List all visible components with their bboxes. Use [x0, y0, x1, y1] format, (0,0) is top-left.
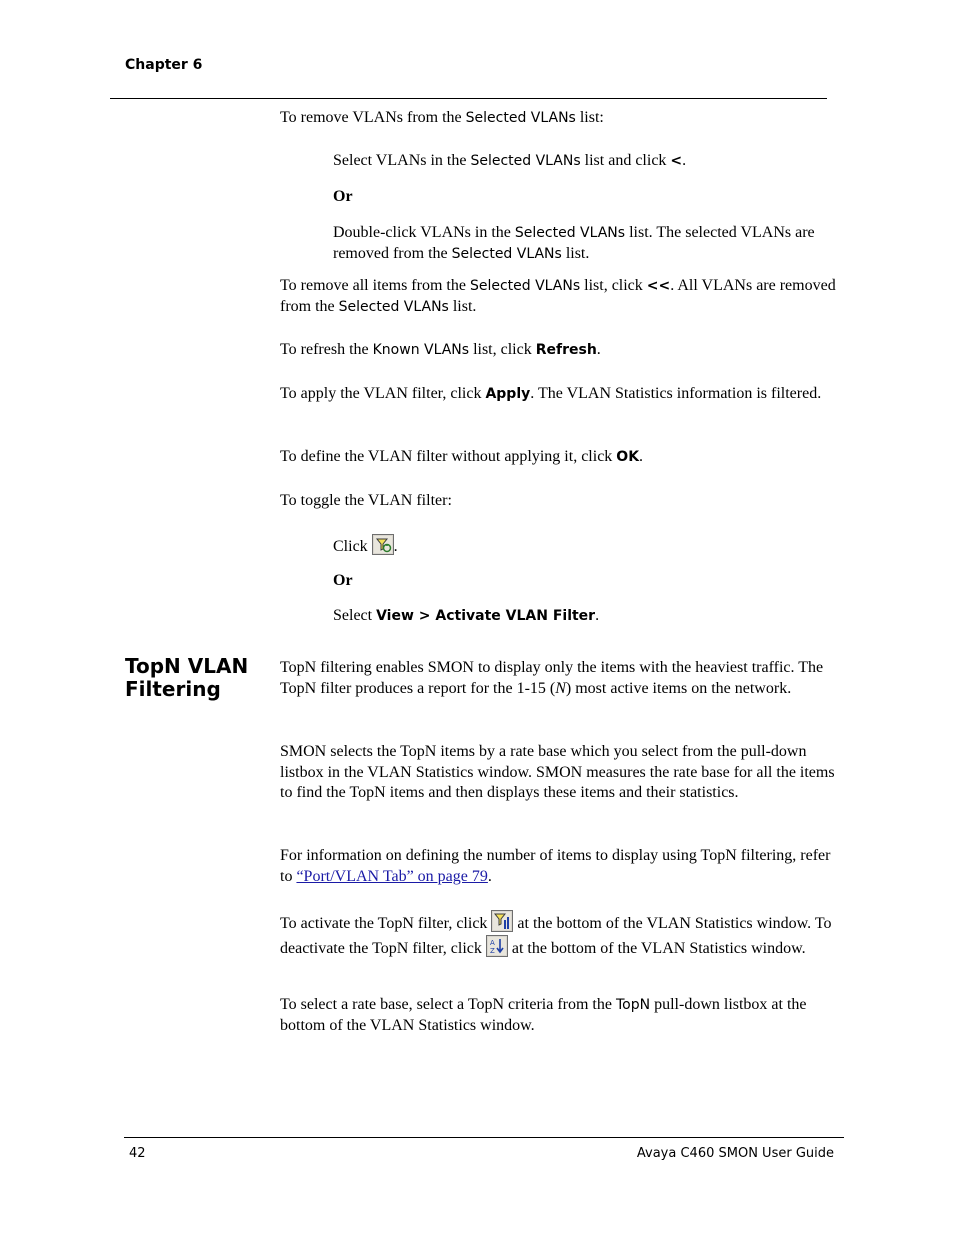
apply-button-label: Apply	[485, 386, 531, 402]
vlan-filter-toggle-icon	[372, 534, 394, 555]
topn-paragraph-1: TopN filtering enables SMON to display only the items with the heaviest traffic. The TopN filter produces a report for the 1-15 (N) most active items on the network.	[280, 659, 824, 697]
apply-paragraph: To apply the VLAN filter, click Apply. The VLAN Statistics information is filtered.	[280, 385, 822, 402]
selected-vlans-label: Selected VLANs	[338, 298, 449, 315]
selected-vlans-label: Selected VLANs	[469, 278, 581, 294]
known-vlans-label: Known VLANs	[372, 342, 470, 358]
chapter-header: Chapter 6	[125, 57, 203, 73]
selected-vlans-label: Selected VLANs	[514, 225, 626, 241]
remove-step-doubleclick: Double-click VLANs in the Selected VLANs list. The selected VLANs are removed from the Selected VLANs list.	[333, 224, 815, 262]
define-paragraph: To define the VLAN filter without applying it, click OK.	[280, 448, 644, 465]
document-title: Avaya C460 SMON User Guide	[636, 1146, 834, 1161]
topn-paragraph-4: To activate the TopN filter, click at the bottom of the VLAN Statistics window. To deactivate the TopN filter, click A Z at the bottom of the VLAN Statistics window.	[280, 910, 840, 959]
toggle-click-step: Click .	[333, 534, 843, 558]
topn-paragraph-5: To select a rate base, select a TopN criteria from the TopN pull-down listbox at the bottom of the VLAN Statistics window.	[280, 996, 807, 1034]
topn-paragraph-3: For information on defining the number of items to display using TopN filtering, refer to “Port/VLAN Tab” on page 79.	[280, 847, 831, 885]
port-vlan-tab-link[interactable]: “Port/VLAN Tab” on page 79	[296, 867, 488, 885]
remove-all-paragraph: To remove all items from the Selected VLANs list, click <<. All VLANs are removed from the Selected VLANs list.	[280, 277, 836, 315]
toggle-menu-step: Select View > Activate VLAN Filter.	[333, 607, 600, 624]
topn-listbox-label: TopN	[615, 997, 651, 1013]
refresh-button-label: Refresh	[535, 342, 597, 358]
section-title: TopN VLAN Filtering	[125, 654, 249, 701]
refresh-paragraph: To refresh the Known VLANs list, click Refresh.	[280, 341, 601, 358]
or-separator: Or	[333, 188, 353, 205]
page-number: 42	[129, 1146, 146, 1161]
toggle-intro: To toggle the VLAN filter:	[280, 492, 452, 509]
ok-button-label: OK	[616, 449, 640, 465]
remove-step-select: Select VLANs in the Selected VLANs list and click <.	[333, 152, 687, 169]
footer-rule	[124, 1137, 844, 1138]
header-rule	[110, 98, 827, 99]
remove-all-button-label: <<	[646, 278, 671, 294]
or-separator: Or	[333, 572, 353, 589]
selected-vlans-label: Selected VLANs	[470, 153, 581, 169]
topn-deactivate-icon	[486, 935, 508, 957]
selected-vlans-label: Selected VLANs	[465, 110, 576, 126]
remove-button-label: <	[670, 153, 683, 169]
topn-paragraph-2: SMON selects the TopN items by a rate base which you select from the pull-down listbox in the VLAN Statistics window. SMON measures the rate base for all the items to find the TopN items and then displays these items and their statistics.	[280, 743, 835, 801]
menu-path: View > Activate VLAN Filter	[376, 608, 596, 624]
selected-vlans-label: Selected VLANs	[451, 245, 562, 262]
svg-text:Z: Z	[489, 946, 495, 955]
topn-activate-icon	[491, 910, 513, 932]
remove-intro: To remove VLANs from the Selected VLANs list:	[280, 109, 604, 126]
svg-text:A: A	[489, 938, 495, 947]
